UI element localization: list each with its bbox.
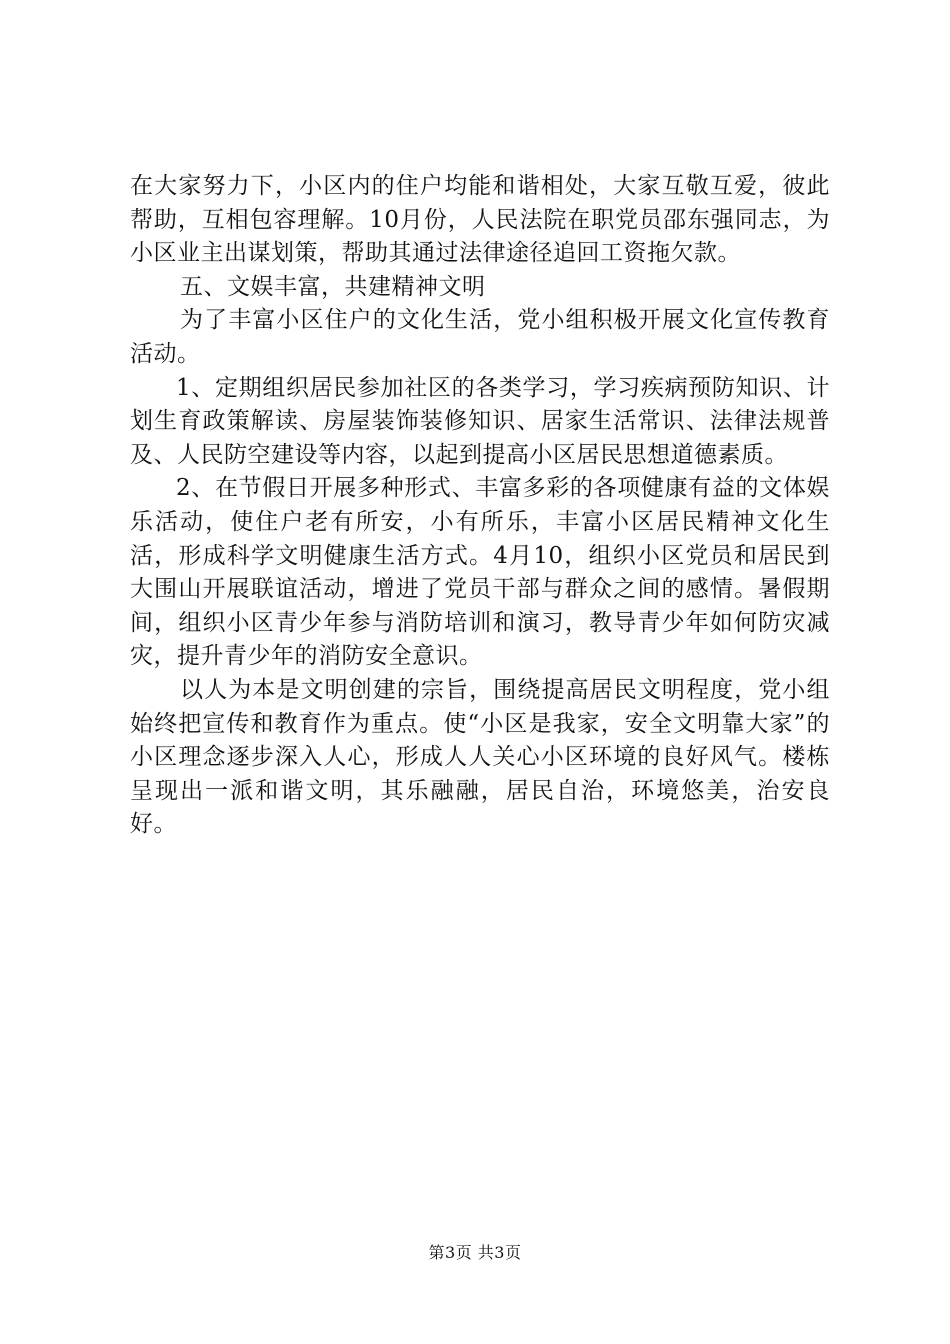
paragraph-continuation: 在大家努力下，小区内的住户均能和谐相处，大家互敬互爱，彼此帮助，互相包容理解。10月份，人民法院在职党员邵东强同志，为小区业主出谋划策，帮助其通过法律途径追回工资拖欠款。	[130, 173, 830, 267]
paragraph-intro: 为了丰富小区住户的文化生活，党小组积极开展文化宣传教育活动。	[130, 307, 830, 367]
paragraph-item-2: 2、在节假日开展多种形式、丰富多彩的各项健康有益的文体娱乐活动，使住户老有所安，小有所乐，丰富小区居民精神文化生活，形成科学文明健康生活方式。4月10，组织小区党员和居民到大围山开展联谊活动，增进了党员干部与群众之间的感情。暑假期间，组织小区青少年参与消防培训和演习，教导青少年如何防灾减灾，提升青少年的消防安全意识。	[130, 475, 830, 670]
body-text	[130, 170, 830, 842]
paragraph-conclusion: 以人为本是文明创建的宗旨，围绕提高居民文明程度，党小组始终把宣传和教育作为重点。使“小区是我家，安全文明靠大家”的小区理念逐步深入人心，形成人人关心小区环境的良好风气。楼栋呈现出一派和谐文明，其乐融融，居民自治，环境悠美，治安良好。	[130, 676, 830, 838]
paragraph-item-1: 1、定期组织居民参加社区的各类学习，学习疾病预防知识、计划生育政策解读、房屋装饰装修知识、居家生活常识、法律法规普及、人民防空建设等内容，以起到提高小区居民思想道德素质。	[130, 374, 830, 468]
section-heading-five: 五、文娱丰富，共建精神文明	[180, 273, 486, 300]
page-number-footer: 第3页 共3页	[428, 1243, 522, 1262]
